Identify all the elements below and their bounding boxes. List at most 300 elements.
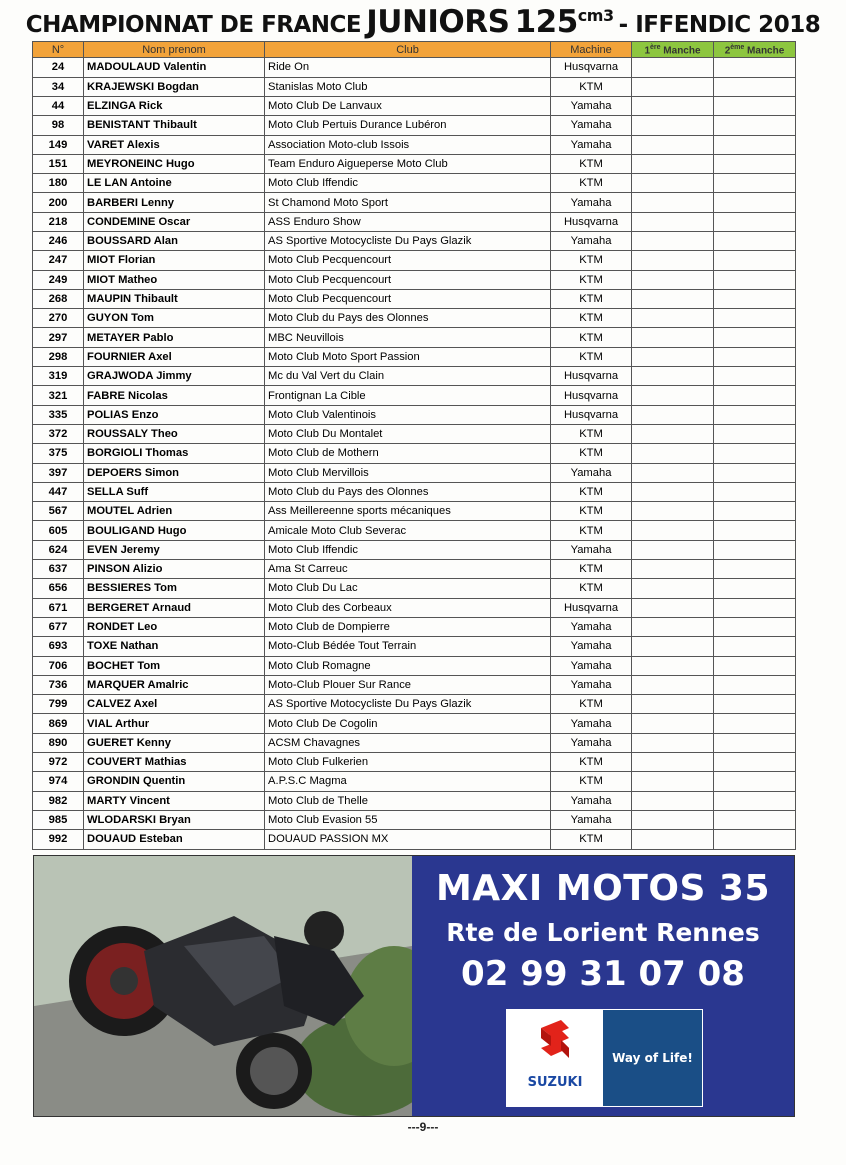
cell-manche-2 [714, 675, 796, 694]
table-row [33, 598, 796, 617]
cell-machine: Yamaha [551, 714, 632, 733]
cell-number: 992 [33, 830, 84, 849]
cell-club: Moto Club Pecquencourt [265, 270, 551, 289]
cell-manche-1 [632, 309, 714, 328]
table-row [33, 96, 796, 115]
cell-machine: Yamaha [551, 540, 632, 559]
cell-club: MBC Neuvillois [265, 328, 551, 347]
cell-machine: KTM [551, 830, 632, 849]
cell-club: Moto Club Moto Sport Passion [265, 347, 551, 366]
cell-rider-name: MOUTEL Adrien [84, 502, 265, 521]
cell-manche-1 [632, 675, 714, 694]
table-row [33, 540, 796, 559]
column-header-manche-1 [632, 42, 714, 58]
cell-number: 677 [33, 617, 84, 636]
cell-rider-name: ELZINGA Rick [84, 96, 265, 115]
shop-phone: 02 99 31 07 08 [461, 954, 745, 994]
cell-number: 671 [33, 598, 84, 617]
cell-manche-1 [632, 791, 714, 810]
table-row [33, 656, 796, 675]
cell-rider-name: VIAL Arthur [84, 714, 265, 733]
cell-machine: KTM [551, 579, 632, 598]
cell-machine: Yamaha [551, 232, 632, 251]
cell-machine: KTM [551, 270, 632, 289]
cell-rider-name: GRAJWODA Jimmy [84, 367, 265, 386]
cell-number: 34 [33, 77, 84, 96]
cell-number: 335 [33, 405, 84, 424]
table-row [33, 116, 796, 135]
cell-club: Moto Club du Pays des Olonnes [265, 482, 551, 501]
cell-number: 270 [33, 309, 84, 328]
cell-manche-2 [714, 251, 796, 270]
cell-number: 982 [33, 791, 84, 810]
cell-number: 298 [33, 347, 84, 366]
cell-manche-2 [714, 502, 796, 521]
cell-machine: KTM [551, 347, 632, 366]
title-championship: CHAMPIONNAT DE FRANCE [25, 12, 362, 38]
cell-number: 890 [33, 733, 84, 752]
table-row [33, 174, 796, 193]
column-header-name: Nom prenom [84, 42, 265, 58]
cell-manche-1 [632, 463, 714, 482]
table-row [33, 675, 796, 694]
column-header-manche-2 [714, 42, 796, 58]
cell-club: Association Moto-club Issois [265, 135, 551, 154]
cell-club: Moto Club Iffendic [265, 174, 551, 193]
cell-rider-name: BERGERET Arnaud [84, 598, 265, 617]
cell-rider-name: VARET Alexis [84, 135, 265, 154]
table-row [33, 714, 796, 733]
cell-rider-name: MADOULAUD Valentin [84, 58, 265, 77]
cell-machine: Husqvarna [551, 58, 632, 77]
cell-manche-1 [632, 367, 714, 386]
cell-manche-1 [632, 444, 714, 463]
cell-rider-name: BOUSSARD Alan [84, 232, 265, 251]
cell-manche-1 [632, 424, 714, 443]
cell-rider-name: WLODARSKI Bryan [84, 810, 265, 829]
table-row [33, 830, 796, 849]
cell-club: Moto Club Du Montalet [265, 424, 551, 443]
cell-number: 149 [33, 135, 84, 154]
cell-manche-1 [632, 270, 714, 289]
cell-rider-name: BESSIERES Tom [84, 579, 265, 598]
cell-manche-1 [632, 502, 714, 521]
cell-manche-2 [714, 772, 796, 791]
cell-number: 985 [33, 810, 84, 829]
cell-club: Amicale Moto Club Severac [265, 521, 551, 540]
cell-manche-1 [632, 347, 714, 366]
table-row [33, 347, 796, 366]
cell-rider-name: BOULIGAND Hugo [84, 521, 265, 540]
cell-number: 869 [33, 714, 84, 733]
shop-name: MAXI MOTOS 35 [435, 868, 770, 909]
cell-manche-2 [714, 617, 796, 636]
cell-manche-2 [714, 482, 796, 501]
cell-machine: Yamaha [551, 810, 632, 829]
title-event: - IFFENDIC 2018 [618, 12, 821, 38]
table-row [33, 617, 796, 636]
cell-machine: Husqvarna [551, 212, 632, 231]
cell-manche-2 [714, 733, 796, 752]
table-row [33, 154, 796, 173]
manche-1-label: Manche [660, 45, 701, 57]
cell-manche-2 [714, 791, 796, 810]
cell-club: ACSM Chavagnes [265, 733, 551, 752]
table-row [33, 212, 796, 231]
entry-list-table [32, 41, 796, 850]
cell-manche-2 [714, 695, 796, 714]
cell-manche-1 [632, 617, 714, 636]
cell-club: Team Enduro Aigueperse Moto Club [265, 154, 551, 173]
suzuki-logo-box [506, 1009, 703, 1107]
title-class: 125 [514, 4, 578, 40]
cell-club: Ass Meillereenne sports mécaniques [265, 502, 551, 521]
page-title [0, 4, 846, 40]
cell-number: 736 [33, 675, 84, 694]
cell-machine: KTM [551, 482, 632, 501]
table-row [33, 753, 796, 772]
cell-rider-name: FOURNIER Axel [84, 347, 265, 366]
cell-number: 98 [33, 116, 84, 135]
table-row [33, 367, 796, 386]
cell-rider-name: EVEN Jeremy [84, 540, 265, 559]
cell-manche-1 [632, 135, 714, 154]
cell-machine: Husqvarna [551, 367, 632, 386]
cell-manche-2 [714, 270, 796, 289]
cell-manche-1 [632, 695, 714, 714]
cell-manche-2 [714, 637, 796, 656]
table-row [33, 791, 796, 810]
cell-club: Moto Club Pecquencourt [265, 289, 551, 308]
cell-manche-1 [632, 193, 714, 212]
cell-manche-2 [714, 309, 796, 328]
cell-machine: Husqvarna [551, 405, 632, 424]
column-header-club: Club [265, 42, 551, 58]
table-row [33, 251, 796, 270]
suzuki-brand: SUZUKI [527, 1075, 583, 1090]
cell-number: 246 [33, 232, 84, 251]
table-row [33, 289, 796, 308]
table-row [33, 733, 796, 752]
cell-manche-1 [632, 232, 714, 251]
cell-manche-1 [632, 830, 714, 849]
cell-manche-2 [714, 714, 796, 733]
advertisement-text-panel [412, 856, 794, 1116]
cell-club: Moto Club Pertuis Durance Lubéron [265, 116, 551, 135]
cell-machine: Yamaha [551, 96, 632, 115]
cell-number: 624 [33, 540, 84, 559]
cell-club: Moto Club Iffendic [265, 540, 551, 559]
cell-machine: Yamaha [551, 637, 632, 656]
cell-manche-2 [714, 367, 796, 386]
cell-manche-2 [714, 444, 796, 463]
table-row [33, 309, 796, 328]
cell-machine: KTM [551, 444, 632, 463]
cell-manche-2 [714, 463, 796, 482]
cell-machine: KTM [551, 560, 632, 579]
cell-rider-name: DOUAUD Esteban [84, 830, 265, 849]
cell-club: Moto Club De Lanvaux [265, 96, 551, 115]
cell-manche-1 [632, 733, 714, 752]
cell-number: 321 [33, 386, 84, 405]
cell-rider-name: SELLA Suff [84, 482, 265, 501]
cell-machine: KTM [551, 502, 632, 521]
cell-club: Mc du Val Vert du Clain [265, 367, 551, 386]
cell-club: Moto Club Fulkerien [265, 753, 551, 772]
cell-manche-1 [632, 58, 714, 77]
cell-machine: KTM [551, 521, 632, 540]
cell-number: 637 [33, 560, 84, 579]
cell-manche-1 [632, 714, 714, 733]
cell-rider-name: DEPOERS Simon [84, 463, 265, 482]
manche-2-label: Manche [744, 45, 785, 57]
cell-club: AS Sportive Motocycliste Du Pays Glazik [265, 232, 551, 251]
manche-1-suffix: ère [650, 44, 661, 51]
cell-manche-1 [632, 116, 714, 135]
cell-rider-name: GUYON Tom [84, 309, 265, 328]
motorcycle-photo [34, 856, 412, 1116]
table-row [33, 405, 796, 424]
cell-number: 447 [33, 482, 84, 501]
cell-manche-2 [714, 753, 796, 772]
cell-manche-2 [714, 521, 796, 540]
cell-rider-name: BARBERI Lenny [84, 193, 265, 212]
cell-number: 247 [33, 251, 84, 270]
cell-number: 297 [33, 328, 84, 347]
cell-number: 974 [33, 772, 84, 791]
table-row [33, 328, 796, 347]
cell-rider-name: FABRE Nicolas [84, 386, 265, 405]
cell-rider-name: MEYRONEINC Hugo [84, 154, 265, 173]
cell-rider-name: ROUSSALY Theo [84, 424, 265, 443]
table-row [33, 193, 796, 212]
column-header-machine: Machine [551, 42, 632, 58]
cell-machine: KTM [551, 424, 632, 443]
table-header-row [33, 42, 796, 58]
cell-club: Moto Club Evasion 55 [265, 810, 551, 829]
suzuki-logo [507, 1010, 603, 1106]
cell-number: 151 [33, 154, 84, 173]
cell-rider-name: GRONDIN Quentin [84, 772, 265, 791]
cell-manche-1 [632, 96, 714, 115]
cell-manche-2 [714, 77, 796, 96]
cell-manche-1 [632, 540, 714, 559]
cell-club: Moto Club Valentinois [265, 405, 551, 424]
cell-rider-name: BORGIOLI Thomas [84, 444, 265, 463]
cell-rider-name: MIOT Florian [84, 251, 265, 270]
cell-club: Moto Club des Corbeaux [265, 598, 551, 617]
cell-machine: KTM [551, 328, 632, 347]
page-number: ---9--- [407, 1120, 439, 1134]
cell-club: Frontignan La Cible [265, 386, 551, 405]
suzuki-slogan-panel [603, 1010, 702, 1106]
cell-number: 706 [33, 656, 84, 675]
cell-manche-2 [714, 656, 796, 675]
cell-manche-2 [714, 540, 796, 559]
cell-machine: Yamaha [551, 675, 632, 694]
table-row [33, 463, 796, 482]
table-row [33, 810, 796, 829]
cell-manche-2 [714, 560, 796, 579]
advertisement-banner [33, 855, 795, 1117]
table-row [33, 502, 796, 521]
cell-rider-name: GUERET Kenny [84, 733, 265, 752]
cell-machine: Husqvarna [551, 386, 632, 405]
cell-manche-2 [714, 154, 796, 173]
cell-manche-1 [632, 174, 714, 193]
cell-manche-2 [714, 289, 796, 308]
cell-rider-name: RONDET Leo [84, 617, 265, 636]
manche-2-number: 2 [724, 45, 731, 57]
cell-manche-1 [632, 656, 714, 675]
column-header-num: N° [33, 42, 84, 58]
table-row [33, 444, 796, 463]
cell-machine: Yamaha [551, 193, 632, 212]
table-row [33, 637, 796, 656]
table-row [33, 695, 796, 714]
cell-rider-name: KRAJEWSKI Bogdan [84, 77, 265, 96]
cell-number: 972 [33, 753, 84, 772]
cell-club: Ride On [265, 58, 551, 77]
cell-number: 799 [33, 695, 84, 714]
cell-machine: KTM [551, 174, 632, 193]
cell-machine: Yamaha [551, 791, 632, 810]
suzuki-slogan: Way of Life! [612, 1051, 693, 1065]
cell-manche-1 [632, 579, 714, 598]
cell-rider-name: COUVERT Mathias [84, 753, 265, 772]
cell-rider-name: TOXE Nathan [84, 637, 265, 656]
cell-rider-name: CALVEZ Axel [84, 695, 265, 714]
table-row [33, 579, 796, 598]
cell-machine: KTM [551, 154, 632, 173]
cell-club: Moto-Club Bédée Tout Terrain [265, 637, 551, 656]
cell-manche-2 [714, 598, 796, 617]
cell-manche-2 [714, 58, 796, 77]
cell-club: Moto Club De Cogolin [265, 714, 551, 733]
cell-machine: KTM [551, 309, 632, 328]
cell-number: 567 [33, 502, 84, 521]
cell-rider-name: MARTY Vincent [84, 791, 265, 810]
cell-club: Moto Club du Pays des Olonnes [265, 309, 551, 328]
cell-number: 605 [33, 521, 84, 540]
cell-rider-name: METAYER Pablo [84, 328, 265, 347]
cell-manche-2 [714, 135, 796, 154]
cell-manche-1 [632, 212, 714, 231]
title-unit: cm3 [577, 6, 614, 25]
table-row [33, 424, 796, 443]
cell-rider-name: BENISTANT Thibault [84, 116, 265, 135]
cell-manche-2 [714, 405, 796, 424]
title-category: JUNIORS [366, 4, 510, 40]
cell-manche-2 [714, 424, 796, 443]
cell-club: AS Sportive Motocycliste Du Pays Glazik [265, 695, 551, 714]
cell-rider-name: MIOT Matheo [84, 270, 265, 289]
cell-manche-2 [714, 232, 796, 251]
table-row [33, 482, 796, 501]
cell-number: 24 [33, 58, 84, 77]
table-row [33, 772, 796, 791]
cell-rider-name: MARQUER Amalric [84, 675, 265, 694]
cell-manche-2 [714, 193, 796, 212]
cell-manche-2 [714, 347, 796, 366]
cell-machine: Yamaha [551, 656, 632, 675]
cell-club: A.P.S.C Magma [265, 772, 551, 791]
cell-manche-1 [632, 328, 714, 347]
cell-machine: KTM [551, 695, 632, 714]
cell-manche-1 [632, 772, 714, 791]
cell-club: DOUAUD PASSION MX [265, 830, 551, 849]
table-row [33, 521, 796, 540]
cell-club: Moto Club de Dompierre [265, 617, 551, 636]
cell-manche-2 [714, 328, 796, 347]
cell-club: Moto Club Mervillois [265, 463, 551, 482]
cell-number: 397 [33, 463, 84, 482]
table-row [33, 135, 796, 154]
cell-manche-1 [632, 405, 714, 424]
table-row [33, 232, 796, 251]
cell-manche-2 [714, 579, 796, 598]
cell-number: 656 [33, 579, 84, 598]
cell-manche-1 [632, 289, 714, 308]
cell-manche-1 [632, 482, 714, 501]
cell-club: Moto Club Du Lac [265, 579, 551, 598]
cell-machine: Yamaha [551, 135, 632, 154]
cell-machine: Yamaha [551, 463, 632, 482]
suzuki-s-icon [507, 1016, 603, 1076]
cell-number: 249 [33, 270, 84, 289]
cell-manche-2 [714, 174, 796, 193]
cell-manche-1 [632, 637, 714, 656]
cell-manche-2 [714, 212, 796, 231]
cell-machine: KTM [551, 251, 632, 270]
table-row [33, 77, 796, 96]
cell-club: Stanislas Moto Club [265, 77, 551, 96]
cell-machine: Yamaha [551, 116, 632, 135]
cell-rider-name: LE LAN Antoine [84, 174, 265, 193]
table-row [33, 386, 796, 405]
cell-rider-name: MAUPIN Thibault [84, 289, 265, 308]
cell-manche-1 [632, 598, 714, 617]
cell-machine: Husqvarna [551, 598, 632, 617]
table-row [33, 58, 796, 77]
cell-manche-1 [632, 77, 714, 96]
cell-club: ASS Enduro Show [265, 212, 551, 231]
cell-number: 180 [33, 174, 84, 193]
cell-manche-1 [632, 386, 714, 405]
cell-manche-2 [714, 810, 796, 829]
cell-club: Moto Club Romagne [265, 656, 551, 675]
cell-manche-2 [714, 116, 796, 135]
cell-number: 268 [33, 289, 84, 308]
cell-number: 218 [33, 212, 84, 231]
cell-number: 693 [33, 637, 84, 656]
cell-manche-2 [714, 830, 796, 849]
table-body [33, 58, 796, 849]
cell-club: Moto Club Pecquencourt [265, 251, 551, 270]
table-row [33, 270, 796, 289]
cell-club: Moto-Club Plouer Sur Rance [265, 675, 551, 694]
cell-machine: Yamaha [551, 733, 632, 752]
cell-number: 375 [33, 444, 84, 463]
manche-2-suffix: ème [730, 44, 745, 51]
cell-machine: Yamaha [551, 617, 632, 636]
cell-manche-2 [714, 386, 796, 405]
cell-rider-name: POLIAS Enzo [84, 405, 265, 424]
cell-manche-2 [714, 96, 796, 115]
shop-address: Rte de Lorient Rennes [446, 918, 760, 947]
cell-manche-1 [632, 560, 714, 579]
cell-machine: KTM [551, 77, 632, 96]
